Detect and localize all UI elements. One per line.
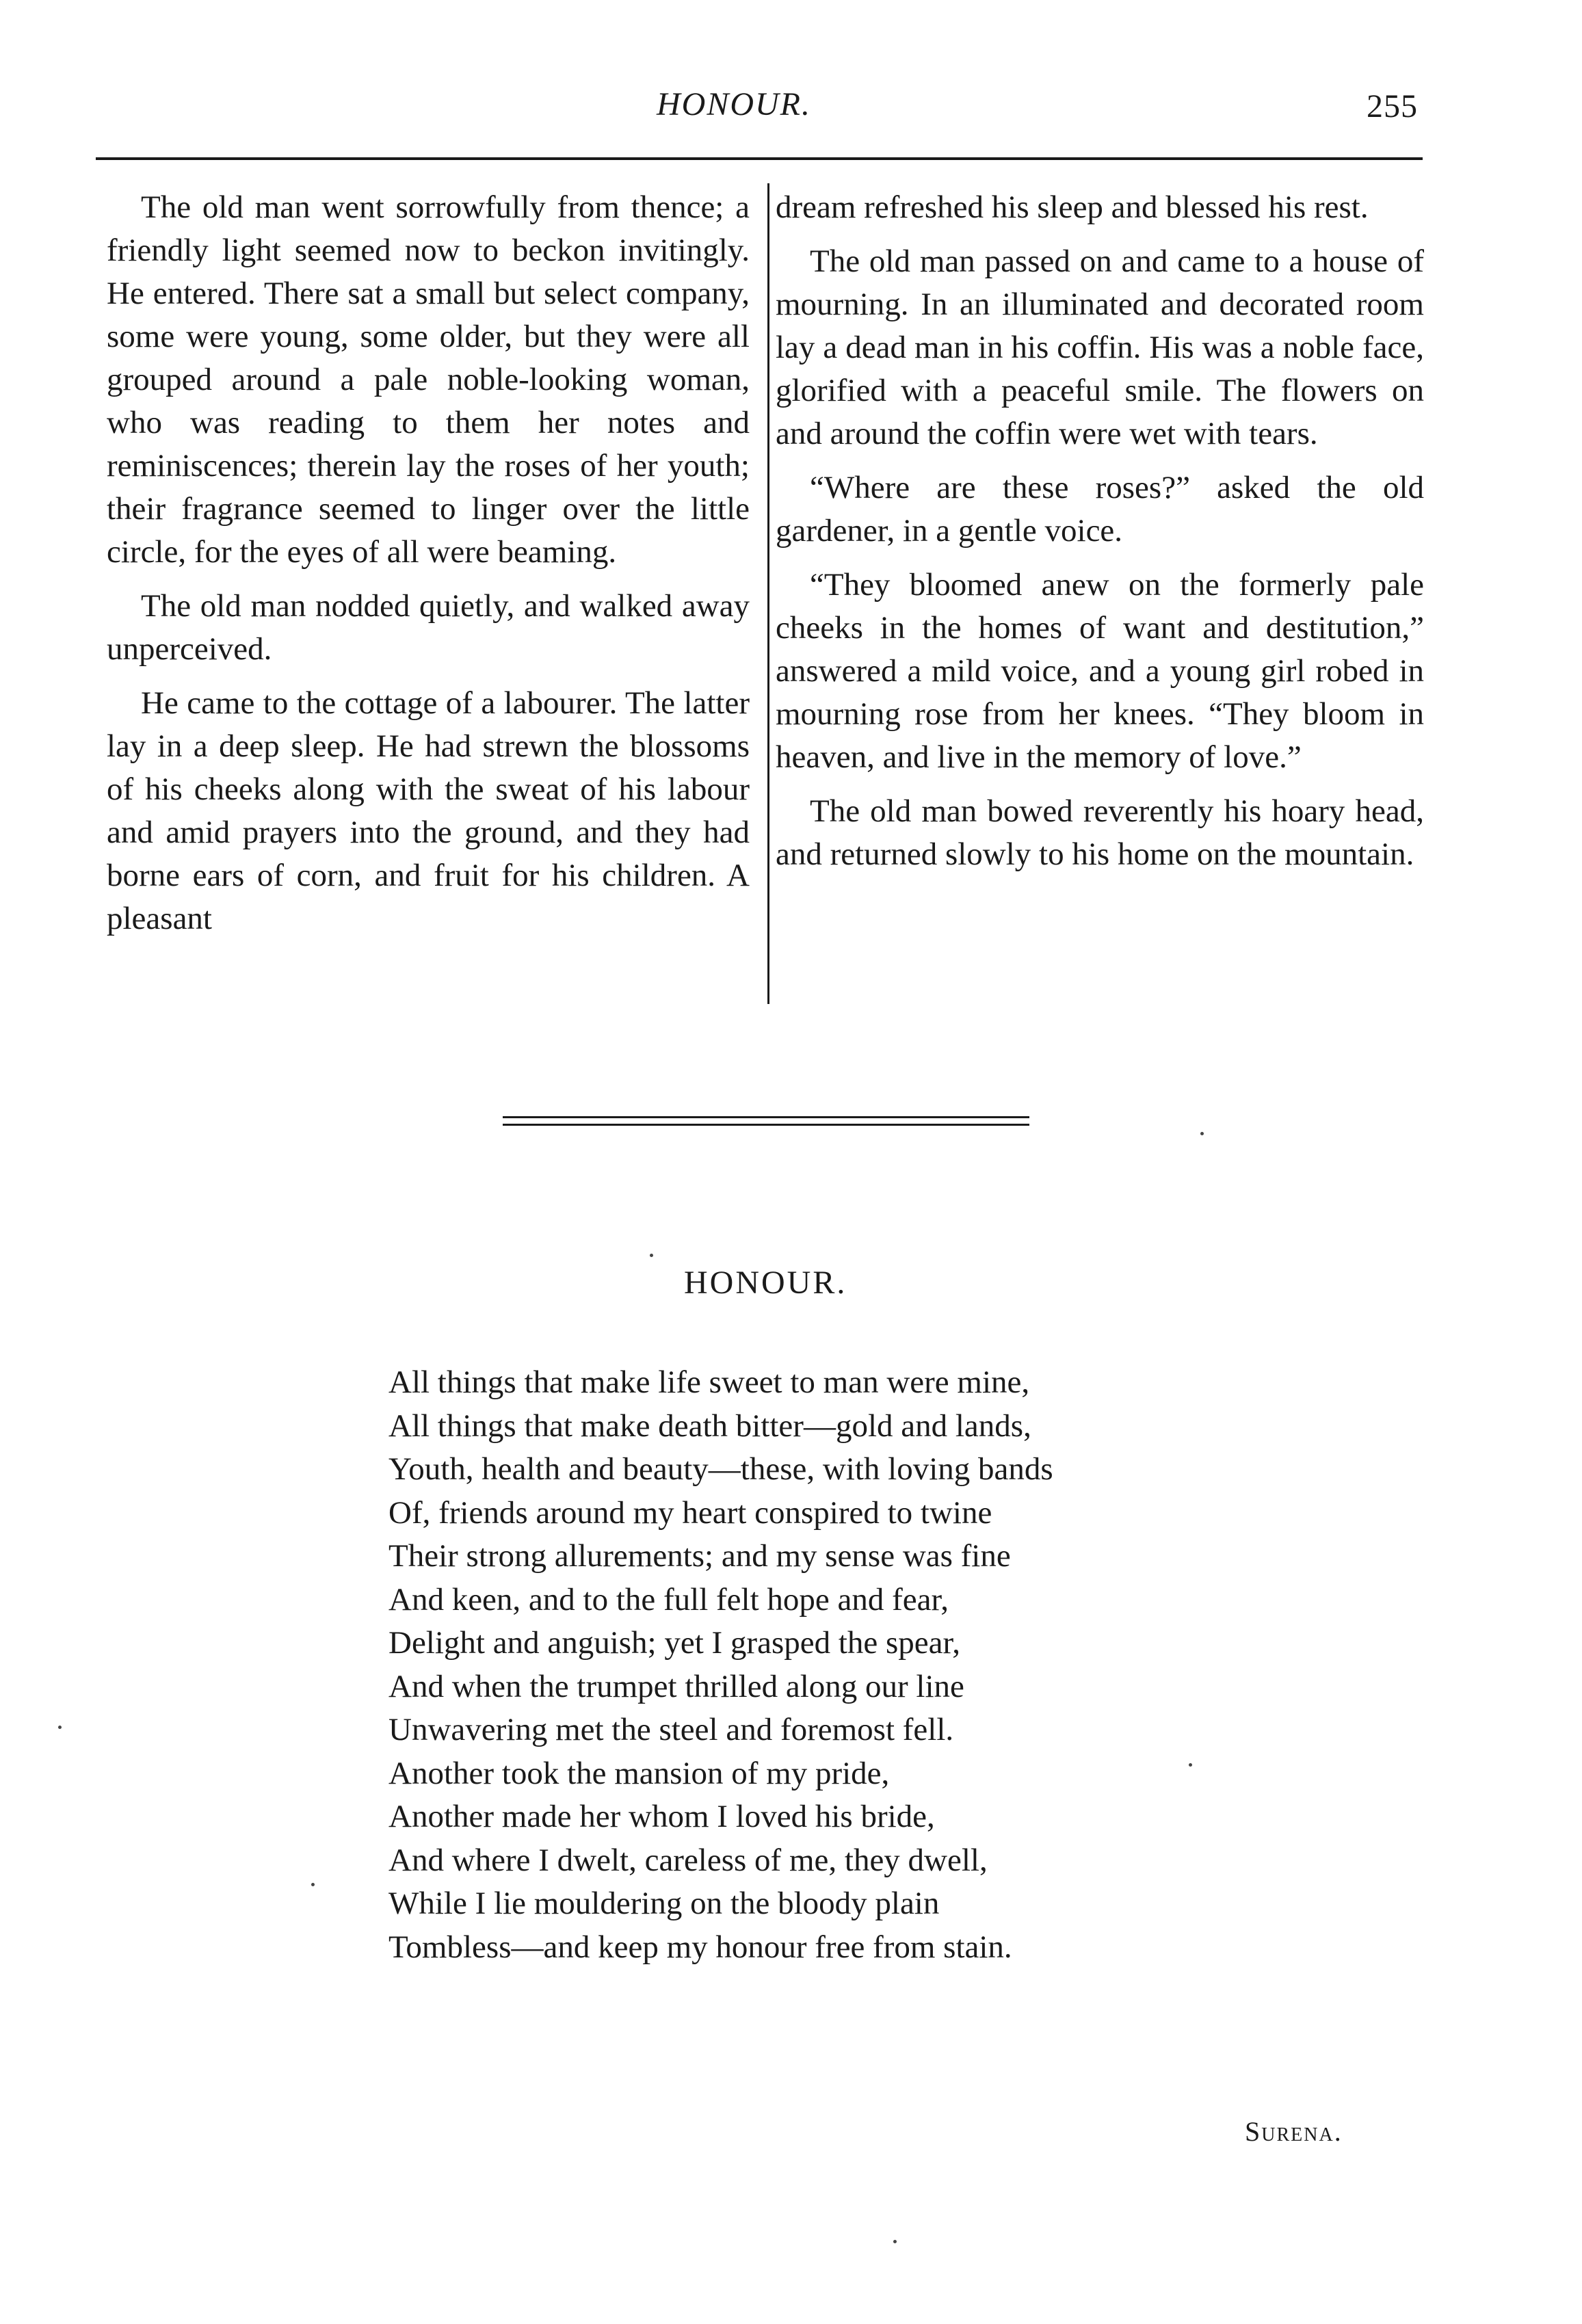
left-paragraph-2: The old man nodded quietly, and walked away unperceived. [107,588,750,667]
header-rule [96,157,1423,160]
poem-line: All things that make life sweet to man were mine, [388,1364,1030,1400]
section-double-rule [503,1116,1029,1126]
scan-speck [1200,1132,1204,1135]
poem-line: Their strong allurements; and my sense was fine [388,1538,1011,1574]
scan-speck [893,2240,897,2243]
right-paragraph-1: The old man passed on and came to a house of mourning. In an illuminated and decorated room lay a dead man in his coffin. His was a noble face, glorified with a peaceful smile. The flowers on and around the coffin were wet with tears. [776,243,1424,451]
scan-speck [311,1883,315,1886]
scan-speck [650,1254,653,1257]
scan-speck [1189,1763,1192,1767]
poem-line: And when the trumpet thrilled along our line [388,1668,964,1704]
poem-line: Tombless—and keep my honour free from stain. [388,1929,1012,1965]
poem-line: Youth, health and beauty—these, with loving bands [388,1451,1053,1487]
running-head-title: HONOUR. [657,86,811,122]
poem-title: HONOUR. [684,1265,847,1301]
poem-line: Another made her whom I loved his bride, [388,1799,935,1834]
poem-author-signature: Surena. [1245,2116,1343,2147]
right-continuation: dream refreshed his sleep and blessed his rest. [776,189,1369,225]
scan-speck [58,1726,62,1729]
poem-line: All things that make death bitter—gold and lands, [388,1408,1031,1444]
left-paragraph-3: He came to the cottage of a labourer. The latter lay in a deep sleep. He had strewn the blossoms of his cheeks along with the sweat of his labour and amid prayers into the ground, and they had borne ears of corn, and fruit for his children. A pleasant [107,685,750,936]
right-paragraph-2: “Where are these roses?” asked the old gardener, in a gentle voice. [776,470,1424,549]
right-paragraph-4: The old man bowed reverently his hoary head, and returned slowly to his home on the mountain. [776,793,1424,872]
poem-line: And keen, and to the full felt hope and fear, [388,1581,949,1617]
poem-line: And where I dwelt, careless of me, they dwell, [388,1842,988,1878]
column-divider [767,183,769,1004]
article-right-column [776,186,1424,887]
right-paragraph-3: “They bloomed anew on the formerly pale cheeks in the homes of want and destitution,” answered a mild voice, and a young girl robed in mourning rose from her knees. “They bloom in heaven, and live in the memory of love.” [776,567,1424,775]
poem-line: Another took the mansion of my pride, [388,1755,890,1791]
page-number: 255 [1367,88,1418,124]
poem-line: While I lie mouldering on the bloody plain [388,1886,940,1921]
left-paragraph-1: The old man went sorrowfully from thence; a friendly light seemed now to beckon invitingly. He entered. There sat a small but select company, some were young, some older, but they were all grouped around a pale noble-looking woman, who was reading to them her notes and reminiscences; therein lay the roses of her youth; their fragrance seemed to linger over the little circle, for the eyes of all were beaming. [107,189,750,570]
poem-line: Of, friends around my heart conspired to twine [388,1494,992,1531]
article-left-column [107,186,750,951]
poem-body [388,1361,1346,1969]
poem-line: Unwavering met the steel and foremost fell. [388,1712,954,1747]
poem-line: Delight and anguish; yet I grasped the spear, [388,1625,961,1661]
